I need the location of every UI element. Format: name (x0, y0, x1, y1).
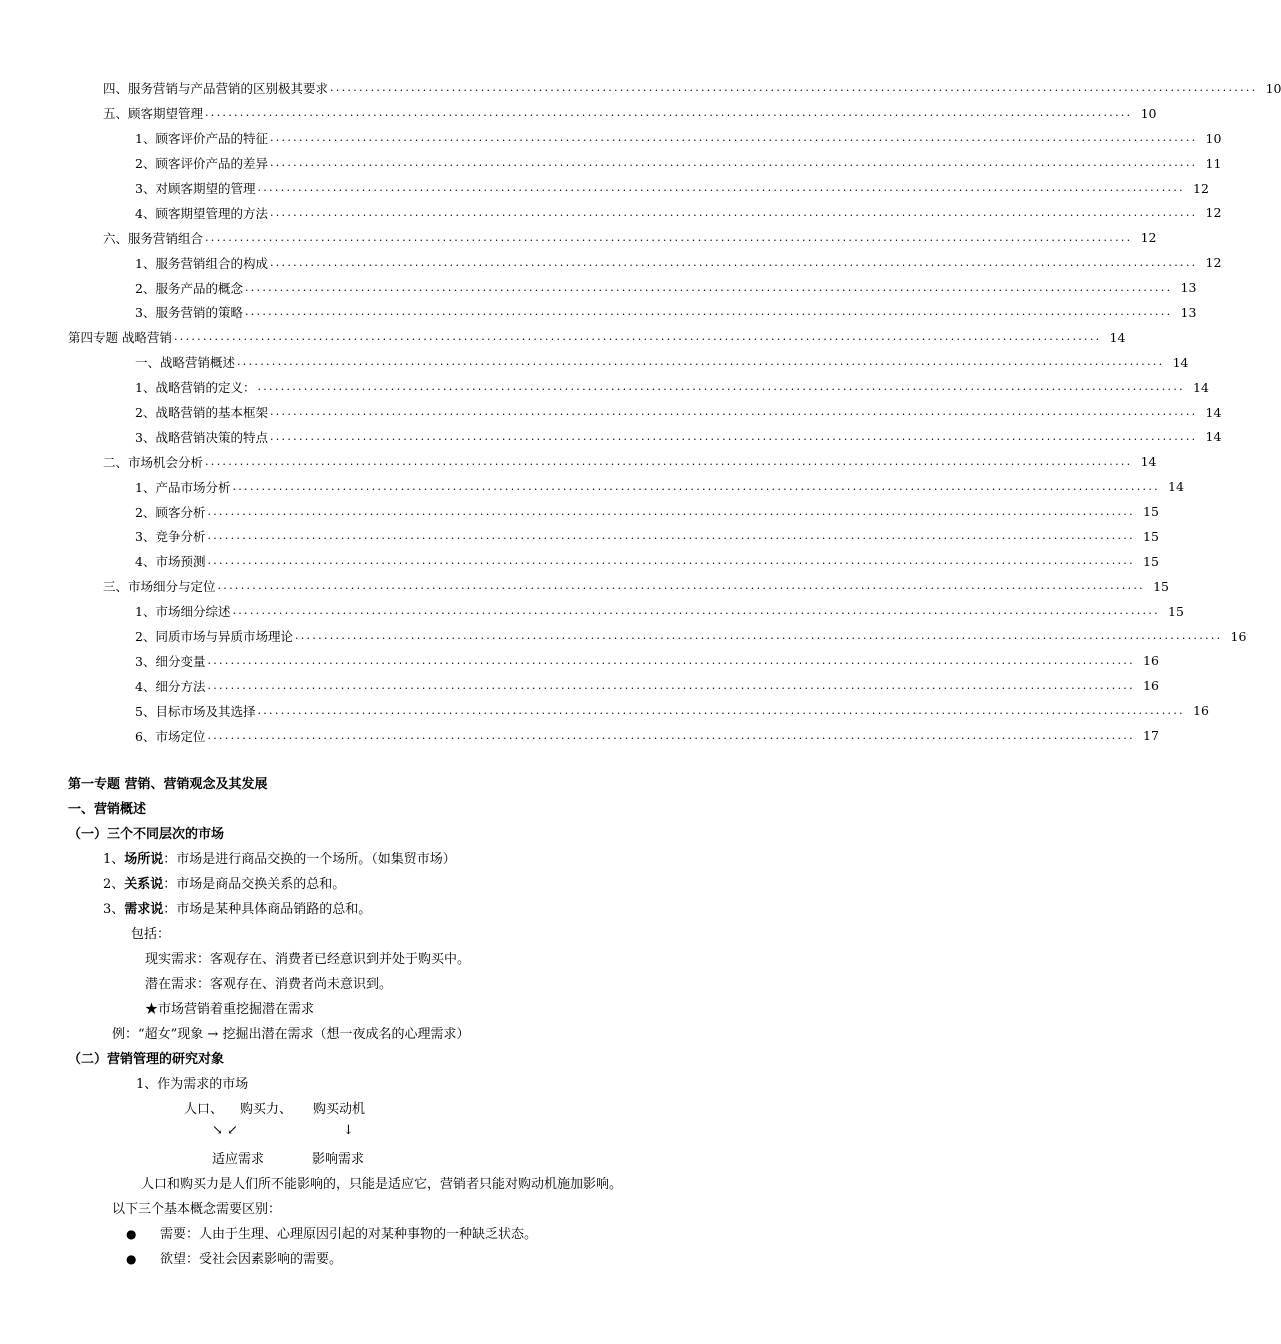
diagram-adapt-demand: 适应需求 (212, 1152, 265, 1167)
toc-page-number: 12 (1205, 255, 1222, 271)
toc-entry-title: 1、服务营销组合的构成 (135, 255, 268, 271)
toc-entry[interactable] (0, 599, 1184, 624)
toc-entry-title: 1、产品市场分析 (135, 479, 231, 495)
item-term: 需求说 (124, 902, 164, 917)
toc-entry[interactable] (0, 449, 1157, 474)
diagram-purchasing-power: 购买力、 (240, 1102, 293, 1117)
latent-demand-text: 潜在需求：客观存在、消费者尚未意识到。 (145, 977, 393, 992)
distinguish-intro: 以下三个基本概念需要区别： (112, 1202, 282, 1217)
toc-dot-leader: ................................................................................................................................................................ (207, 678, 1135, 692)
toc-page-number: 16 (1143, 678, 1159, 694)
toc-page-number: 11 (1205, 155, 1222, 171)
toc-entry-title: 3、战略营销决策的特点 (135, 429, 268, 445)
toc-dot-leader: ................................................................................................................................................................ (269, 255, 1198, 269)
toc-page-number: 12 (1205, 205, 1222, 221)
explanation-text: 人口和购买力是人们所不能影响的，只能是适应它，营销者只能对购动机施加影响。 (141, 1177, 623, 1192)
toc-page-number: 15 (1168, 603, 1184, 619)
item-definition: ：市场是某种具体商品销路的总和。 (163, 902, 372, 917)
toc-page-number: 14 (1109, 329, 1126, 345)
toc-page-number: 12 (1140, 230, 1157, 246)
toc-entry-title: 四、服务营销与产品营销的区别极其要求 (103, 81, 329, 97)
toc-entry-title: 三、市场细分与定位 (103, 579, 216, 595)
toc-dot-leader: ................................................................................................................................................................ (205, 230, 1133, 244)
include-label: 包括： (131, 927, 171, 942)
item-definition: ：市场是进行商品交换的一个场所。（如集贸市场） (163, 852, 456, 867)
bullet-text: 欲望：受社会因素影响的需要。 (160, 1252, 343, 1267)
toc-entry-title: 六、服务营销组合 (103, 230, 204, 246)
toc-entry-title: 3、对顾客期望的管理 (135, 181, 256, 196)
toc-entry-title: 五、顾客期望管理 (103, 106, 204, 122)
toc-entry[interactable] (0, 76, 1281, 101)
toc-dot-leader: ................................................................................................................................................................ (217, 579, 1145, 593)
item-number: 2、 (103, 877, 125, 892)
toc-entry[interactable] (0, 648, 1159, 673)
toc-entry[interactable] (0, 200, 1222, 225)
toc-entry[interactable] (0, 549, 1159, 574)
bullet-item-desire (126, 1248, 342, 1267)
heading-three-markets: （一）三个不同层次的市场 (68, 827, 225, 842)
toc-page-number: 16 (1193, 703, 1209, 719)
toc-page-number: 17 (1143, 728, 1159, 744)
toc-entry[interactable] (0, 250, 1222, 275)
toc-entry-title: 市场细分综述 (155, 604, 231, 620)
bullet-item-need (126, 1223, 537, 1242)
diagram-influence-demand: 影响需求 (312, 1152, 365, 1167)
toc-dot-leader: ................................................................................................................................................................ (257, 703, 1185, 717)
diagram-population: 人口、 (184, 1102, 224, 1117)
toc-entry[interactable] (0, 350, 1189, 375)
toc-entry-title: 1、顾客评价产品的特征 (135, 131, 268, 147)
toc-entry[interactable] (0, 325, 1126, 350)
toc-entry[interactable] (0, 126, 1222, 151)
toc-entry[interactable] (0, 400, 1222, 425)
list-item-relation (103, 873, 345, 892)
toc-page-number: 16 (1143, 653, 1159, 669)
toc-page-number: 15 (1143, 528, 1159, 544)
bullet-text: 需要：人由于生理、心理原因引起的对某种事物的一种缺乏状态。 (160, 1227, 538, 1242)
toc-entry[interactable] (0, 499, 1159, 524)
toc-dot-leader: ................................................................................................................................................................ (173, 330, 1102, 344)
toc-dot-leader: ................................................................................................................................................................ (205, 454, 1133, 468)
section-title: 第一专题 营销、营销观念及其发展 (68, 777, 268, 792)
toc-dot-leader: ................................................................................................................................................................ (237, 355, 1165, 369)
toc-page-number: 15 (1153, 578, 1169, 594)
toc-entry[interactable] (0, 474, 1184, 499)
toc-page-number: 14 (1205, 429, 1222, 445)
toc-entry-title: 2、服务产品的概念 (135, 280, 243, 296)
bullet-icon: ● (126, 1252, 137, 1266)
toc-dot-leader: ................................................................................................................................................................ (207, 529, 1135, 543)
toc-dot-leader: ................................................................................................................................................................ (207, 504, 1135, 518)
toc-page-number: 14 (1140, 454, 1157, 470)
toc-entry[interactable] (0, 151, 1222, 176)
toc-page-number: 14 (1168, 479, 1184, 495)
toc-entry[interactable] (0, 275, 1197, 300)
toc-page-number: 10 (1140, 105, 1157, 121)
toc-entry[interactable] (0, 524, 1159, 549)
toc-dot-leader: ................................................................................................................................................................ (244, 305, 1173, 319)
toc-entry-title: 2、顾客评价产品的差异 (135, 156, 268, 172)
toc-entry[interactable] (0, 375, 1209, 400)
item-term: 关系说 (124, 877, 164, 892)
toc-dot-leader: ................................................................................................................................................................ (294, 629, 1223, 643)
toc-entry[interactable] (0, 574, 1169, 599)
diagram-purchase-motive: 购买动机 (313, 1102, 366, 1117)
toc-entry[interactable] (0, 176, 1209, 201)
toc-entry-title: 2、战略营销的基本框架 (135, 405, 268, 421)
toc-entry-title: 同质市场与异质市场理论 (155, 629, 293, 645)
toc-entry-title: 1、战略营销的定义： (135, 380, 256, 396)
toc-dot-leader: ................................................................................................................................................................ (257, 380, 1185, 394)
heading-marketing-overview: 一、营销概述 (68, 802, 147, 817)
toc-dot-leader: ................................................................................................................................................................ (269, 405, 1198, 419)
toc-dot-leader: ................................................................................................................................................................ (269, 205, 1198, 219)
toc-entry-title: 4、细分方法 (135, 678, 206, 694)
toc-page-number: 14 (1193, 379, 1209, 395)
toc-page-number: 13 (1180, 304, 1197, 320)
toc-entry-number: 1、 (135, 604, 156, 620)
toc-page-number: 13 (1180, 280, 1197, 296)
toc-dot-leader: ................................................................................................................................................................ (207, 728, 1135, 742)
toc-dot-leader: ................................................................................................................................................................ (244, 280, 1173, 294)
list-item-demand (103, 898, 371, 917)
real-demand-text: 现实需求：客观存在、消费者已经意识到并处于购买中。 (145, 952, 471, 967)
diagram-down-arrow: ↓ (343, 1123, 354, 1138)
toc-dot-leader: ................................................................................................................................................................ (257, 181, 1185, 194)
toc-page-number: 10 (1265, 80, 1281, 96)
toc-dot-leader: ................................................................................................................................................................ (205, 106, 1133, 120)
toc-page-number: 15 (1143, 504, 1159, 520)
toc-entry-title: 一、战略营销概述 (135, 355, 236, 371)
diagram-converging-arrows: ↘ ↙ (212, 1123, 238, 1138)
star-note: ★市场营销着重挖掘潜在需求 (145, 1002, 315, 1017)
toc-dot-leader: ................................................................................................................................................................ (269, 131, 1198, 145)
toc-entry-title: 4、市场预测 (135, 554, 206, 570)
toc-page-number: 12 (1193, 180, 1209, 196)
item-number: 3、 (103, 902, 125, 917)
toc-entry[interactable] (0, 101, 1157, 126)
toc-dot-leader: ................................................................................................................................................................ (269, 429, 1198, 443)
example-text: 例：“超女”现象 → 挖掘出潜在需求（想一夜成名的心理需求） (112, 1027, 470, 1042)
item-definition: ：市场是商品交换关系的总和。 (163, 877, 346, 892)
toc-page-number: 16 (1230, 628, 1247, 644)
toc-dot-leader: ................................................................................................................................................................ (207, 653, 1135, 667)
item-number: 1、 (103, 852, 125, 867)
toc-entry[interactable] (0, 673, 1159, 698)
subheading-demand-market: 1、作为需求的市场 (136, 1077, 249, 1092)
toc-dot-leader: ................................................................................................................................................................ (232, 479, 1160, 493)
toc-page-number: 10 (1205, 130, 1222, 146)
toc-entry-title: 4、顾客期望管理的方法 (135, 205, 268, 221)
toc-entry-title: 3、细分变量 (135, 653, 206, 669)
heading-research-object: （二）营销管理的研究对象 (68, 1052, 225, 1067)
toc-page-number: 15 (1143, 553, 1159, 569)
toc-entry-number: 2、 (135, 629, 156, 645)
toc-entry-title: 二、市场机会分析 (103, 454, 204, 470)
toc-dot-leader: ................................................................................................................................................................ (207, 554, 1135, 568)
toc-dot-leader: ................................................................................................................................................................ (330, 81, 1258, 95)
toc-entry-title: 3、服务营销的策略 (135, 305, 243, 321)
toc-entry[interactable] (0, 723, 1159, 748)
toc-entry[interactable] (0, 300, 1197, 325)
toc-entry-title: 3、竞争分析 (135, 529, 206, 545)
item-term: 场所说 (124, 852, 164, 867)
table-of-contents (0, 76, 1281, 748)
toc-entry[interactable] (0, 624, 1247, 649)
list-item-place (103, 848, 456, 867)
toc-entry[interactable] (0, 225, 1157, 250)
toc-entry[interactable] (0, 424, 1222, 449)
bullet-icon: ● (126, 1227, 137, 1241)
toc-entry-title: 2、顾客分析 (135, 504, 206, 520)
toc-entry[interactable] (0, 698, 1209, 723)
toc-dot-leader: ................................................................................................................................................................ (232, 604, 1160, 618)
toc-entry-title: 5、目标市场及其选择 (135, 703, 256, 719)
toc-entry-title: 6、市场定位 (135, 728, 206, 744)
toc-page-number: 14 (1172, 354, 1189, 370)
toc-entry-title: 第四专题 战略营销 (68, 330, 172, 346)
toc-dot-leader: ................................................................................................................................................................ (269, 156, 1198, 170)
toc-page-number: 14 (1205, 404, 1222, 420)
